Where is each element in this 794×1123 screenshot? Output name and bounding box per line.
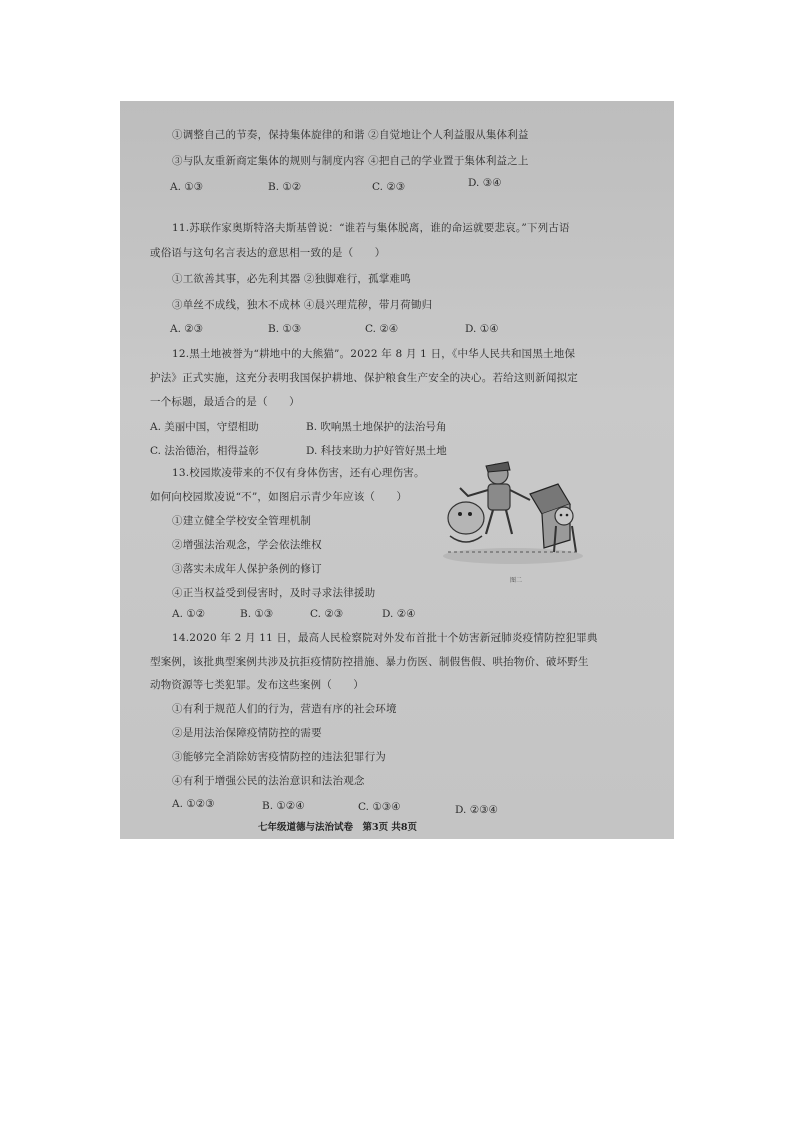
q14-option-b: B. ①②④ <box>262 800 305 812</box>
q14-statement-3: ③能够完全消除妨害疫情防控的违法犯罪行为 <box>172 751 386 763</box>
q13-stem-line-2: 如何向校园欺凌说“不”，如图启示青少年应该（ ） <box>150 491 408 503</box>
q13-figure-caption: 图二 <box>510 577 523 584</box>
q13-statement-2: ②增强法治观念，学会依法维权 <box>172 539 322 551</box>
q11-option-b: B. ①③ <box>268 323 302 335</box>
q10-statement-2: ③与队友重新商定集体的规则与制度内容 ④把自己的学业置于集体利益之上 <box>172 155 529 167</box>
q11-stem-line-1: 11.苏联作家奥斯特洛夫斯基曾说：“谁若与集体脱离，谁的命运就要悲哀。”下列古语 <box>172 222 570 234</box>
q10-statement-1: ①调整自己的节奏，保持集体旋律的和谐 ②自觉地让个人利益服从集体利益 <box>172 129 529 141</box>
q12-option-c: C. 法治德治，相得益彰 <box>150 445 259 457</box>
q13-option-a: A. ①② <box>172 608 206 620</box>
q11-statement-2: ③单丝不成线，独木不成林 ④晨兴理荒秽，带月荷锄归 <box>172 299 433 311</box>
q13-option-b: B. ①③ <box>240 608 274 620</box>
q12-option-a: A. 美丽中国，守望相助 <box>150 421 259 433</box>
page-footer: 七年级道德与法治试卷 第3页 共8页 <box>258 822 418 833</box>
q10-option-b: B. ①② <box>268 181 302 193</box>
q13-option-d: D. ②④ <box>382 608 416 620</box>
q11-option-d: D. ①④ <box>465 323 499 335</box>
q14-statement-4: ④有利于增强公民的法治意识和法治观念 <box>172 775 365 787</box>
q13-statement-1: ①建立健全学校安全管理机制 <box>172 515 312 527</box>
q11-option-c: C. ②④ <box>365 323 399 335</box>
q14-stem-line-3: 动物资源等七类犯罪。发布这些案例（ ） <box>150 679 364 691</box>
q14-stem-line-1: 14.2020 年 2 月 11 日，最高人民检察院对外发布首批十个妨害新冠肺炎疫情防控犯罪典 <box>172 632 598 644</box>
q14-statement-2: ②是用法治保障疫情防控的需要 <box>172 727 322 739</box>
q12-stem-line-2: 护法》正式实施，这充分表明我国保护耕地、保护粮食生产安全的决心。若给这则新闻拟定 <box>150 372 578 384</box>
scanned-exam-page <box>120 101 674 839</box>
q10-option-c: C. ②③ <box>372 181 406 193</box>
q12-stem-line-1: 12.黑土地被誉为“耕地中的大熊猫”。2022 年 8 月 1 日，《中华人民共和国黑土地保 <box>172 348 576 360</box>
q10-option-a: A. ①③ <box>170 181 204 193</box>
q13-bullying-cartoon-illustration <box>438 456 588 566</box>
q14-option-c: C. ①③④ <box>358 801 401 813</box>
q13-statement-3: ③落实未成年人保护条例的修订 <box>172 563 322 575</box>
q11-stem-line-2: 或俗语与这句名言表达的意思相一致的是（ ） <box>150 247 386 259</box>
q13-option-c: C. ②③ <box>310 608 344 620</box>
q13-statement-4: ④正当权益受到侵害时，及时寻求法律援助 <box>172 587 376 599</box>
q10-option-d: D. ③④ <box>468 177 502 189</box>
q14-option-d: D. ②③④ <box>455 804 498 816</box>
q14-statement-1: ①有利于规范人们的行为，营造有序的社会环境 <box>172 703 397 715</box>
q11-statement-1: ①工欲善其事，必先利其器 ②独脚难行，孤掌难鸣 <box>172 273 411 285</box>
q11-option-a: A. ②③ <box>170 323 204 335</box>
q14-stem-line-2: 型案例，该批典型案例共涉及抗拒疫情防控措施、暴力伤医、制假售假、哄抬物价、破坏野生 <box>150 656 589 668</box>
q12-stem-line-3: 一个标题，最适合的是（ ） <box>150 396 300 408</box>
q14-option-a: A. ①②③ <box>172 798 215 810</box>
q12-option-d: D. 科技来助力护好管好黑土地 <box>306 445 447 457</box>
q13-stem-line-1: 13.校园欺凌带来的不仅有身体伤害，还有心理伤害。 <box>172 467 425 479</box>
q12-option-b: B. 吹响黑土地保护的法治号角 <box>306 421 447 433</box>
